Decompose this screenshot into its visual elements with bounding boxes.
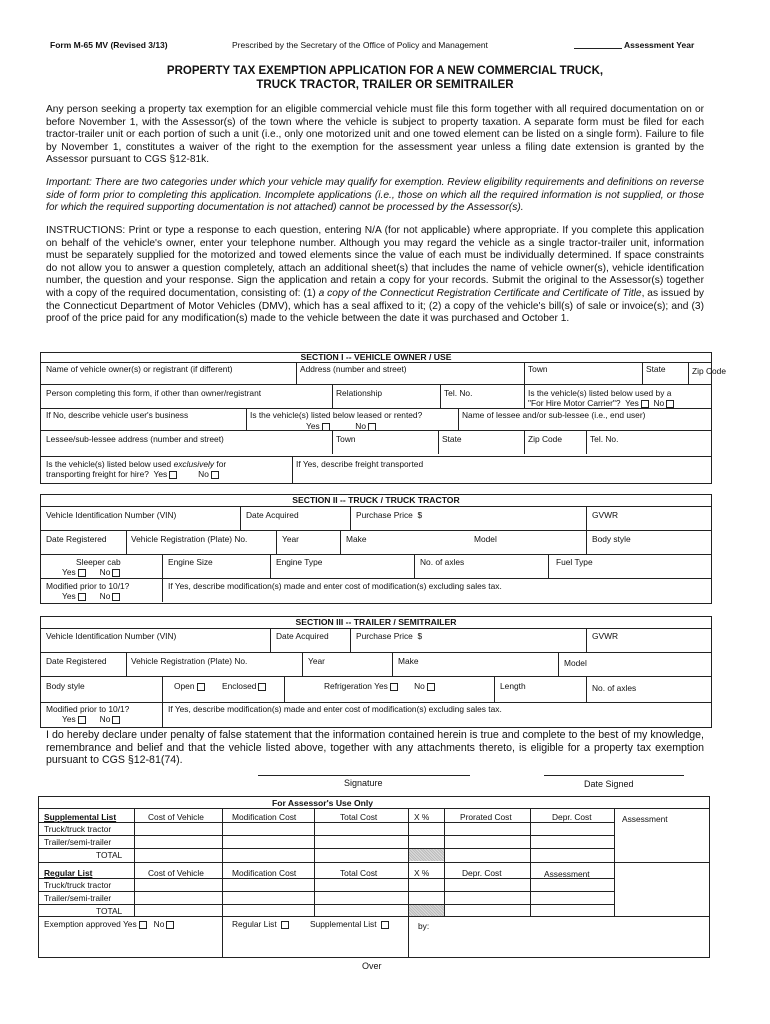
section-3-title: SECTION III -- TRAILER / SEMITRAILER xyxy=(295,617,457,627)
signature-line[interactable] xyxy=(258,775,470,776)
instructions-paragraph: INSTRUCTIONS: Print or type a response to each question, entering N/A (for not applicable) where appropriate. If you complete this application on behalf of the vehicle's owner, enter your telephone number. Although you may regard the vehicle as a single tractor-trailer unit, information must be separately supplied for the motorized and towed elements since the value of each must be individually determined. If space constraints do not allow you to answer a question completely, attach an additional sheet(s) that includes the name of vehicle owner(s), vehicle identification number, the question and your response. Sign the application and retain a copy for your records. Submit the original to the Assessor(s) together with a copy of the required documentation, consisting of: (1) a copy of the Connecticut Registration Certificate and Certificate of Title, as issued by the Connecticut Department of Motor Vehicles (DMV), which has a seal affixed to it; (2) a copy of the vehicle's bill(s) of sale or invoice(s); and (3) proof of the price paid for any modification(s) made to the vehicle between the date it was purchased and October 1. xyxy=(46,225,704,325)
approved-by-field[interactable]: by: xyxy=(418,921,430,931)
exclusive-question: Is the vehicle(s) listed below used exclusively for xyxy=(46,459,227,469)
reg-trailer-row: Trailer/semi-trailer xyxy=(44,893,112,903)
lessee-address-field[interactable]: Lessee/sub-lessee address (number and street) xyxy=(46,434,224,444)
supp-cost-vehicle-header: Cost of Vehicle xyxy=(148,812,204,822)
regular-list-option: Regular List xyxy=(232,919,289,929)
lessee-state-field[interactable]: State xyxy=(442,434,462,444)
truck-plate-field[interactable]: Vehicle Registration (Plate) No. xyxy=(131,534,248,544)
tel-field[interactable]: Tel. No. xyxy=(444,388,473,398)
supplemental-list-checkbox[interactable] xyxy=(381,921,389,929)
trailer-vin-field[interactable]: Vehicle Identification Number (VIN) xyxy=(46,631,177,641)
supplemental-list-label: Supplemental List xyxy=(44,812,117,822)
trailer-price-field[interactable]: Purchase Price $ xyxy=(356,631,423,641)
open-option: Open xyxy=(174,681,205,691)
truck-body-style-field[interactable]: Body style xyxy=(592,534,631,544)
sleeper-cab-label: Sleeper cab xyxy=(76,557,121,567)
enclosed-option: Enclosed xyxy=(222,681,266,691)
date-signed-line[interactable] xyxy=(544,775,684,776)
fhmc-question: Is the vehicle(s) listed below used by a xyxy=(528,388,672,398)
engine-size-field[interactable]: Engine Size xyxy=(168,557,213,567)
trailer-plate-field[interactable]: Vehicle Registration (Plate) No. xyxy=(131,656,248,666)
engine-type-field[interactable]: Engine Type xyxy=(276,557,323,567)
truck-date-registered-field[interactable]: Date Registered xyxy=(46,534,107,544)
town-field[interactable]: Town xyxy=(528,364,548,374)
exclusive-question-2: transporting freight for hire? Yes No xyxy=(46,469,219,479)
exclusive-no-checkbox[interactable] xyxy=(211,471,219,479)
date-signed-label: Date Signed xyxy=(584,779,634,789)
supp-shaded-cell xyxy=(409,849,444,861)
supp-assessment-header: Assessment xyxy=(622,814,668,824)
freight-field[interactable]: If Yes, describe freight transported xyxy=(296,459,424,469)
lessee-town-field[interactable]: Town xyxy=(336,434,356,444)
trailer-date-acquired-field[interactable]: Date Acquired xyxy=(276,631,329,641)
intro-paragraph: Any person seeking a property tax exemption for an eligible commercial vehicle must file this form together with all required documentation on or before November 1, with the Assessor(s) of the town where the vehicle is subject to property taxation. A separate form must be filed for each tractor-trailer unit or each portion of such a unit (i.e., only one motorized unit and one towed element can be listed on a single form). Failure to file by November 1, constitutes a waiver of the right to the exemption for the assessment year unless a filing date extension is granted by the Assessor pursuant to CGS §12-81k. xyxy=(46,104,704,166)
reg-total-cost-header: Total Cost xyxy=(340,868,378,878)
reg-depr-header: Depr. Cost xyxy=(462,868,502,878)
reg-mod-cost-header: Modification Cost xyxy=(232,868,297,878)
form-id: Form M-65 MV (Revised 3/13) xyxy=(50,40,168,50)
sleeper-options: Yes No xyxy=(62,567,120,577)
sleeper-no-checkbox[interactable] xyxy=(112,569,120,577)
truck-modified-options: Yes No xyxy=(62,591,120,601)
supp-mod-cost-header: Modification Cost xyxy=(232,812,297,822)
truck-price-field[interactable]: Purchase Price $ xyxy=(356,510,423,520)
exemption-approved: Exemption approved Yes No xyxy=(44,919,174,929)
trailer-modified-options: Yes No xyxy=(62,714,120,724)
reg-shaded-cell xyxy=(409,905,444,916)
assessment-year-line[interactable] xyxy=(574,48,622,49)
truck-mod-yes-checkbox[interactable] xyxy=(78,593,86,601)
supp-truck-row: Truck/truck tractor xyxy=(44,824,112,834)
signature-label: Signature xyxy=(344,778,383,788)
trailer-modified-question: Modified prior to 10/1? xyxy=(46,704,130,714)
supplemental-list-option: Supplemental List xyxy=(310,919,389,929)
truck-modified-question: Modified prior to 10/1? xyxy=(46,581,130,591)
trailer-length-field[interactable]: Length xyxy=(500,681,526,691)
truck-mod-no-checkbox[interactable] xyxy=(112,593,120,601)
regular-list-label: Regular List xyxy=(44,868,93,878)
fhmc-yes-checkbox[interactable] xyxy=(641,400,649,408)
truck-gvwr-field[interactable]: GVWR xyxy=(592,510,619,520)
fhmc-no-checkbox[interactable] xyxy=(666,400,674,408)
section-2-title: SECTION II -- TRUCK / TRUCK TRACTOR xyxy=(292,495,460,505)
exempt-no-checkbox[interactable] xyxy=(166,921,174,929)
section-1-title: SECTION I -- VEHICLE OWNER / USE xyxy=(300,352,452,362)
reg-xpct-header: X % xyxy=(414,868,430,878)
truck-vin-field[interactable]: Vehicle Identification Number (VIN) xyxy=(46,510,177,520)
trailer-mod-yes-checkbox[interactable] xyxy=(78,716,86,724)
prescribed-by: Prescribed by the Secretary of the Office of Policy and Management xyxy=(232,40,488,50)
reg-total-row: TOTAL xyxy=(96,906,123,916)
enclosed-checkbox[interactable] xyxy=(258,683,266,691)
truck-axles-field[interactable]: No. of axles xyxy=(420,557,465,567)
person-completing-field[interactable]: Person completing this form, if other than owner/registrant xyxy=(46,388,262,398)
refrig-yes-checkbox[interactable] xyxy=(390,683,398,691)
assessment-year-label: Assessment Year xyxy=(624,40,695,50)
truck-model-field[interactable]: Model xyxy=(474,534,497,544)
trailer-model-field[interactable]: Model xyxy=(564,658,587,668)
reg-cost-vehicle-header: Cost of Vehicle xyxy=(148,868,204,878)
supp-trailer-row: Trailer/semi-trailer xyxy=(44,837,112,847)
supp-total-row: TOTAL xyxy=(96,850,123,860)
reg-truck-row: Truck/truck tractor xyxy=(44,880,112,890)
supp-depr-header: Depr. Cost xyxy=(552,812,592,822)
trailer-date-registered-field[interactable]: Date Registered xyxy=(46,656,107,666)
trailer-modification-field[interactable]: If Yes, describe modification(s) made and enter cost of modification(s) excluding sales tax. xyxy=(168,704,502,714)
fhmc-question-2: "For Hire Motor Carrier"? Yes No xyxy=(528,398,674,408)
assessor-title: For Assessor's Use Only xyxy=(272,798,374,808)
declaration-paragraph: I do hereby declare under penalty of false statement that the information contained herein is true and complete to the best of my knowledge, remembrance and belief and that the vehicle listed above, together with any attachments thereto, is eligible for a property tax exemption pursuant to CGS §12-81(74). xyxy=(46,729,704,767)
truck-make-field[interactable]: Make xyxy=(346,534,367,544)
truck-date-acquired-field[interactable]: Date Acquired xyxy=(246,510,299,520)
address-field[interactable]: Address (number and street) xyxy=(300,364,407,374)
exempt-yes-checkbox[interactable] xyxy=(139,921,147,929)
refrig-no-checkbox[interactable] xyxy=(427,683,435,691)
truck-year-field[interactable]: Year xyxy=(282,534,299,544)
user-business-field[interactable]: If No, describe vehicle user's business xyxy=(46,410,189,420)
state-field[interactable]: State xyxy=(646,364,666,374)
regular-list-checkbox[interactable] xyxy=(281,921,289,929)
prorated-header: Prorated Cost xyxy=(460,812,512,822)
refrigeration-option: Refrigeration Yes No xyxy=(324,681,435,691)
exclusive-yes-checkbox[interactable] xyxy=(169,471,177,479)
truck-modification-field[interactable]: If Yes, describe modification(s) made and enter cost of modification(s) excluding sales tax. xyxy=(168,581,502,591)
trailer-make-field[interactable]: Make xyxy=(398,656,419,666)
zip-field[interactable]: Zip Code xyxy=(692,366,726,376)
lessee-name-field[interactable]: Name of lessee and/or sub-lessee (i.e., end user) xyxy=(462,410,646,420)
relationship-field[interactable]: Relationship xyxy=(336,388,383,398)
sleeper-yes-checkbox[interactable] xyxy=(78,569,86,577)
leased-question: Is the vehicle(s) listed below leased or rented? xyxy=(250,410,423,420)
trailer-mod-no-checkbox[interactable] xyxy=(112,716,120,724)
leased-options: Yes No xyxy=(306,421,376,431)
important-paragraph: Important: There are two categories under which your vehicle may qualify for exemption. Review eligibility requirements and definitions on reverse side of form prior to completing this application. Incomplete applications (i.e., those on which all the required information is not supplied, or those for which the required supporting documentation is not attached) cannot be processed by the Assessor(s). xyxy=(46,177,704,214)
trailer-year-field[interactable]: Year xyxy=(308,656,325,666)
trailer-gvwr-field[interactable]: GVWR xyxy=(592,631,619,641)
trailer-body-style-field[interactable]: Body style xyxy=(46,681,85,691)
trailer-axles-field[interactable]: No. of axles xyxy=(592,683,637,693)
fuel-type-field[interactable]: Fuel Type xyxy=(556,557,593,567)
page-title-2: TRUCK TRACTOR, TRAILER OR SEMITRAILER xyxy=(256,79,514,91)
lessee-zip-field[interactable]: Zip Code xyxy=(528,434,562,444)
page-title: PROPERTY TAX EXEMPTION APPLICATION FOR A NEW COMMERCIAL TRUCK, xyxy=(166,65,604,77)
owner-name-field[interactable]: Name of vehicle owner(s) or registrant (if different) xyxy=(46,364,233,374)
open-checkbox[interactable] xyxy=(197,683,205,691)
lessee-tel-field[interactable]: Tel. No. xyxy=(590,434,619,444)
reg-assessment-header: Assessment xyxy=(544,869,590,879)
over-label: Over xyxy=(362,961,382,971)
supp-xpct-header: X % xyxy=(414,812,430,822)
supp-total-cost-header: Total Cost xyxy=(340,812,378,822)
